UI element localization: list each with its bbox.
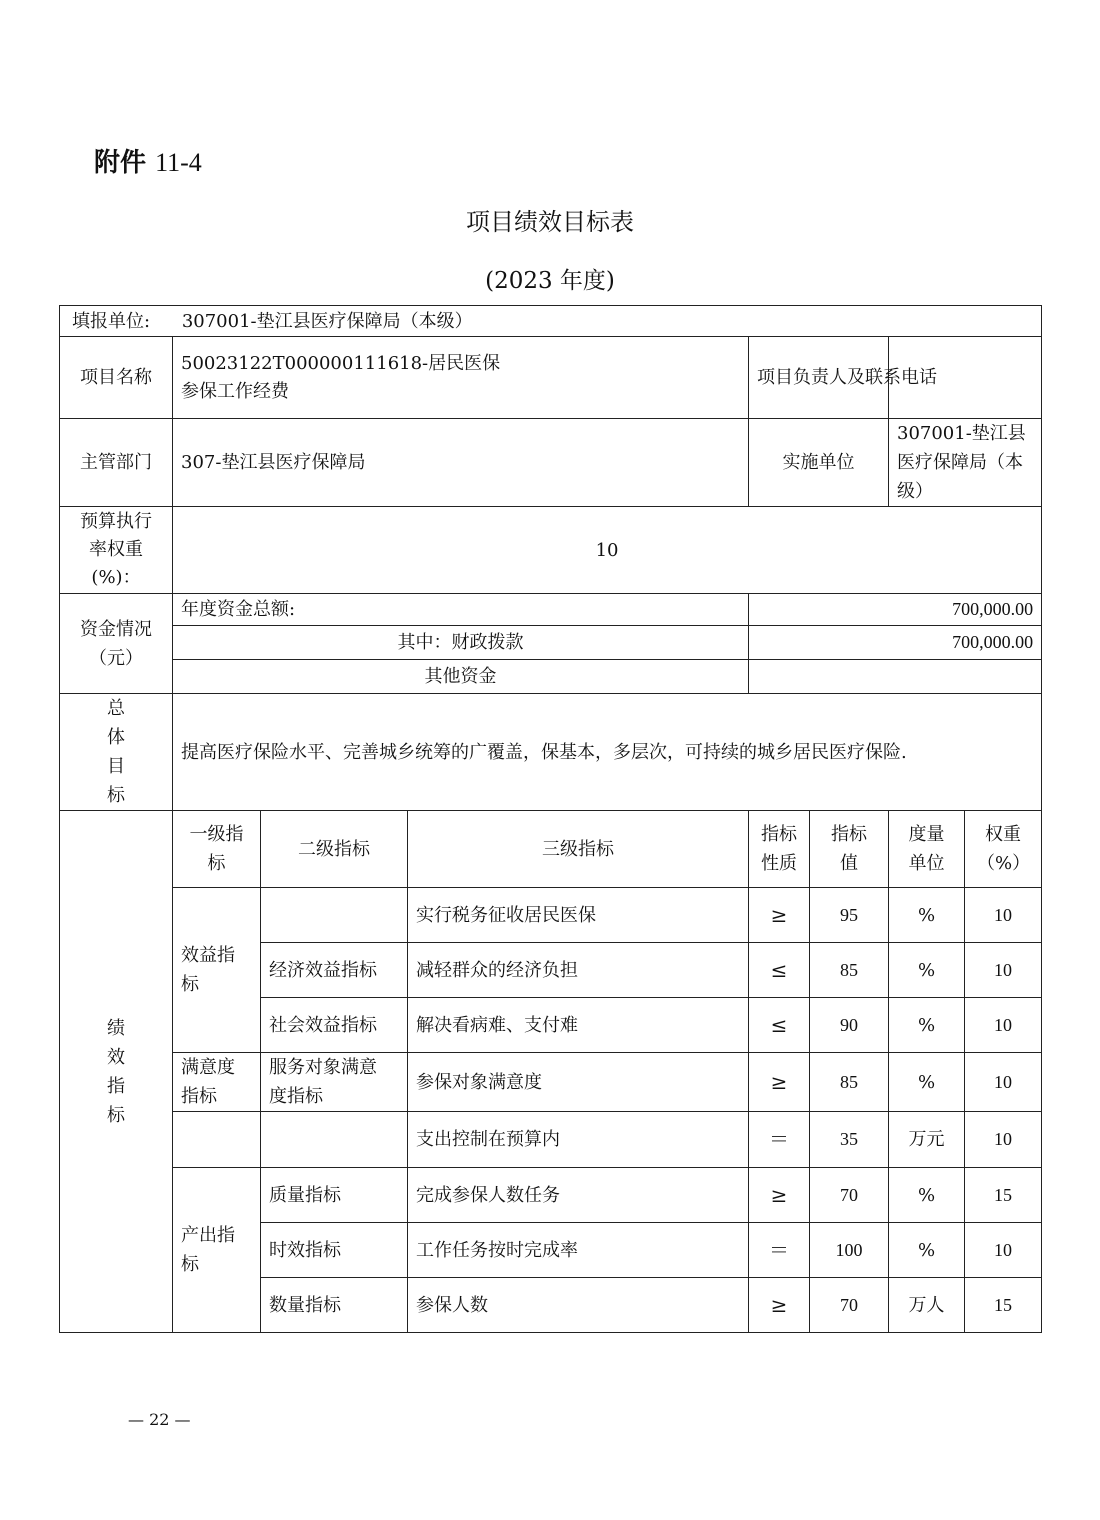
funds-fiscal-label: 其中：财政拨款 bbox=[173, 626, 749, 660]
row-level3: 实行税务征收居民医保 bbox=[408, 888, 749, 943]
row-level2: 质量指标 bbox=[261, 1168, 408, 1223]
table-row bbox=[60, 1168, 1042, 1223]
project-name-value bbox=[173, 337, 749, 419]
row-level2 bbox=[261, 1112, 408, 1168]
page-number: — 22 — bbox=[128, 1410, 191, 1429]
row-nature: ≥ bbox=[749, 1278, 810, 1333]
funds-total-value: 700,000.00 bbox=[749, 594, 1042, 626]
performance-target-table bbox=[59, 305, 1042, 1333]
header-level2: 二级指标 bbox=[261, 811, 408, 888]
row-nature: ＝ bbox=[749, 1223, 810, 1278]
row-nature: ＝ bbox=[749, 1112, 810, 1168]
project-name-label: 项目名称 bbox=[60, 337, 173, 419]
indicators-label-char: 指 bbox=[107, 1075, 125, 1097]
funds-total-label: 年度资金总额: bbox=[173, 594, 749, 626]
row-level2: 经济效益指标 bbox=[261, 943, 408, 998]
funds-other-label: 其他资金 bbox=[173, 660, 749, 694]
row-weight: 10 bbox=[965, 1223, 1042, 1278]
row-weight: 10 bbox=[965, 888, 1042, 943]
row-unit: % bbox=[889, 943, 965, 998]
indicators-label-char: 标 bbox=[107, 1104, 125, 1126]
header-level3: 三级指标 bbox=[408, 811, 749, 888]
goal-label-char: 体 bbox=[107, 727, 125, 748]
dept-value: 307-垫江县医疗保障局 bbox=[173, 419, 749, 507]
indicator-header-row bbox=[60, 811, 1042, 888]
header-unit: 度量单位 bbox=[889, 811, 965, 888]
funds-other-value bbox=[749, 660, 1042, 694]
project-name-text: 50023122T000000111618-居民医保参保工作经费 bbox=[181, 352, 501, 402]
goal-label-char: 目 bbox=[107, 756, 125, 777]
row-weight: 10 bbox=[965, 943, 1042, 998]
dept-label: 主管部门 bbox=[60, 419, 173, 507]
row-level2: 社会效益指标 bbox=[261, 998, 408, 1053]
goal-label-char: 标 bbox=[107, 785, 125, 806]
table-row bbox=[60, 888, 1042, 943]
row-level3: 工作任务按时完成率 bbox=[408, 1223, 749, 1278]
indicators-label-char: 效 bbox=[107, 1046, 125, 1068]
header-level1: 一级指标 bbox=[173, 811, 261, 888]
reporting-unit-label: 填报单位: bbox=[72, 310, 151, 332]
group-benefit: 效益指标 bbox=[173, 888, 261, 1053]
row-nature: ≥ bbox=[749, 1053, 810, 1112]
attachment-label: 附件 bbox=[94, 148, 147, 178]
row-level3: 完成参保人数任务 bbox=[408, 1168, 749, 1223]
reporting-unit-row bbox=[60, 306, 1042, 337]
group-satisfaction: 满意度指标 bbox=[173, 1053, 261, 1112]
row-level3: 减轻群众的经济负担 bbox=[408, 943, 749, 998]
budget-weight-label: 预算执行率权重(%)： bbox=[60, 507, 173, 594]
row-unit: % bbox=[889, 1168, 965, 1223]
row-value: 70 bbox=[810, 1278, 889, 1333]
row-weight: 10 bbox=[965, 998, 1042, 1053]
row-level2 bbox=[261, 888, 408, 943]
goal-label bbox=[60, 694, 173, 811]
reporting-unit-cell bbox=[60, 306, 1042, 337]
indicators-label bbox=[60, 811, 173, 1333]
dept-row bbox=[60, 419, 1042, 507]
indicators-label-char: 绩 bbox=[107, 1017, 125, 1039]
row-level3: 支出控制在预算内 bbox=[408, 1112, 749, 1168]
row-unit: 万元 bbox=[889, 1112, 965, 1168]
row-unit: % bbox=[889, 1223, 965, 1278]
goal-text: 提高医疗保险水平、完善城乡统筹的广覆盖，保基本，多层次，可持续的城乡居民医疗保险. bbox=[173, 694, 1042, 811]
row-unit: % bbox=[889, 998, 965, 1053]
project-name-row bbox=[60, 337, 1042, 419]
funds-label: 资金情况（元） bbox=[60, 594, 173, 694]
row-weight: 10 bbox=[965, 1053, 1042, 1112]
page-subtitle: (2023 年度) bbox=[485, 268, 615, 294]
row-nature: ≤ bbox=[749, 943, 810, 998]
row-value: 100 bbox=[810, 1223, 889, 1278]
row-nature: ≤ bbox=[749, 998, 810, 1053]
header-weight: 权重（%） bbox=[965, 811, 1042, 888]
goal-label-char: 总 bbox=[107, 698, 125, 719]
row-value: 90 bbox=[810, 998, 889, 1053]
group-output: 产出指标 bbox=[173, 1168, 261, 1333]
project-leader-label: 项目负责人及联系电话 bbox=[749, 337, 889, 419]
row-level3: 参保人数 bbox=[408, 1278, 749, 1333]
row-level3: 参保对象满意度 bbox=[408, 1053, 749, 1112]
funds-other-row bbox=[60, 660, 1042, 694]
row-level2: 时效指标 bbox=[261, 1223, 408, 1278]
row-weight: 15 bbox=[965, 1278, 1042, 1333]
row-value: 35 bbox=[810, 1112, 889, 1168]
row-unit: % bbox=[889, 1053, 965, 1112]
header-nature: 指标性质 bbox=[749, 811, 810, 888]
attachment-number: 11-4 bbox=[155, 148, 202, 177]
header-value: 指标值 bbox=[810, 811, 889, 888]
table-row bbox=[60, 1053, 1042, 1112]
row-value: 70 bbox=[810, 1168, 889, 1223]
row-level2: 服务对象满意度指标 bbox=[261, 1053, 408, 1112]
reporting-unit-value: 307001-垫江县医疗保障局（本级） bbox=[181, 310, 473, 332]
row-unit: % bbox=[889, 888, 965, 943]
row-nature: ≥ bbox=[749, 888, 810, 943]
row-unit: 万人 bbox=[889, 1278, 965, 1333]
impl-unit-value: 307001-垫江县医疗保障局（本级） bbox=[889, 419, 1042, 507]
goal-row bbox=[60, 694, 1042, 811]
row-weight: 15 bbox=[965, 1168, 1042, 1223]
row-value: 95 bbox=[810, 888, 889, 943]
attachment-heading bbox=[94, 142, 202, 179]
page-title: 项目绩效目标表 bbox=[466, 208, 634, 236]
row-value: 85 bbox=[810, 943, 889, 998]
funds-fiscal-row bbox=[60, 626, 1042, 660]
budget-weight-value: 10 bbox=[173, 507, 1042, 594]
funds-total-row bbox=[60, 594, 1042, 626]
row-weight: 10 bbox=[965, 1112, 1042, 1168]
row-nature: ≥ bbox=[749, 1168, 810, 1223]
row-level1-empty bbox=[173, 1112, 261, 1168]
table-row bbox=[60, 1112, 1042, 1168]
budget-weight-row bbox=[60, 507, 1042, 594]
impl-unit-label: 实施单位 bbox=[749, 419, 889, 507]
row-level2: 数量指标 bbox=[261, 1278, 408, 1333]
funds-fiscal-value: 700,000.00 bbox=[749, 626, 1042, 660]
row-value: 85 bbox=[810, 1053, 889, 1112]
row-level3: 解决看病难、支付难 bbox=[408, 998, 749, 1053]
